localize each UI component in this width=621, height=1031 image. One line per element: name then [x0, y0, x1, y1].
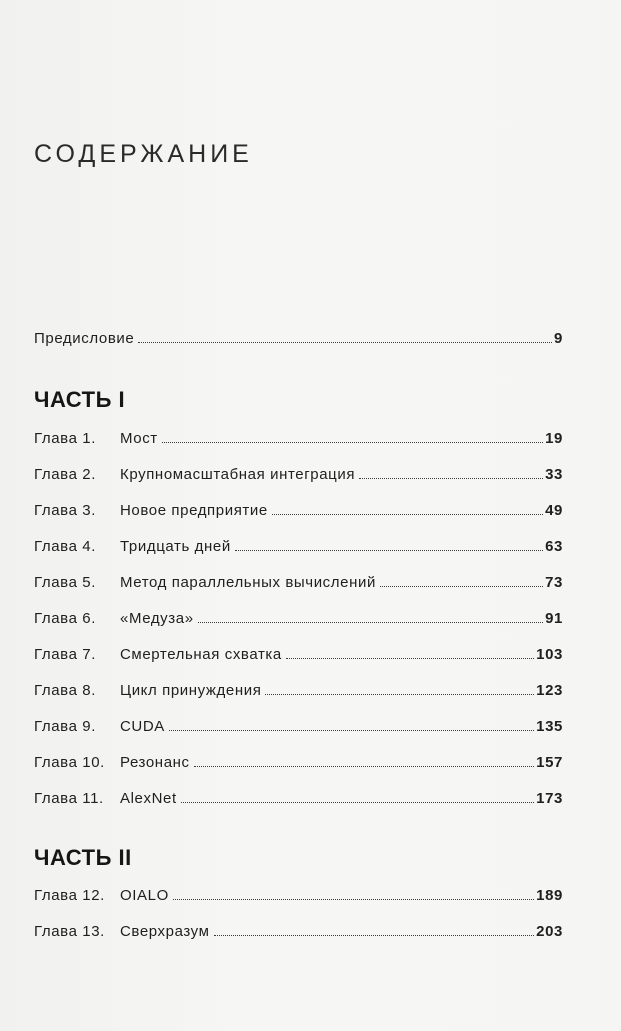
- chapter-title: Цикл принуждения: [120, 682, 262, 699]
- chapter-title: «Медуза»: [120, 610, 194, 627]
- chapter-title: Тридцать дней: [120, 538, 231, 555]
- chapter-number: Глава 12.: [34, 887, 105, 904]
- chapter-title: OIALO: [120, 887, 169, 904]
- chapter-title: Новое предприятие: [120, 502, 268, 519]
- chapter-page: 103: [536, 646, 563, 663]
- chapter-page: 63: [545, 538, 563, 555]
- chapter-page: 173: [536, 790, 563, 807]
- dot-leader: [194, 766, 535, 767]
- chapter-page: 49: [545, 502, 563, 519]
- toc-entry-name: Предисловие: [34, 330, 135, 347]
- dot-leader: [173, 899, 534, 900]
- chapter-number: Глава 10.: [34, 754, 105, 771]
- chapter-page: 157: [536, 754, 563, 771]
- toc-entry-chapter: [34, 535, 563, 555]
- dot-leader: [286, 658, 534, 659]
- page-title: СОДЕРЖАНИЕ: [34, 140, 253, 168]
- chapter-title: Крупномасштабная интеграция: [120, 466, 356, 483]
- toc-entry-chapter: [34, 607, 563, 627]
- toc-entry-chapter: [34, 643, 563, 663]
- chapter-page: 203: [536, 923, 563, 940]
- dot-leader: [214, 935, 535, 936]
- chapter-title: Смертельная схватка: [120, 646, 282, 663]
- chapter-page: 33: [545, 466, 563, 483]
- chapter-number: Глава 6.: [34, 610, 96, 627]
- dot-leader: [138, 342, 552, 343]
- chapter-page: 123: [536, 682, 563, 699]
- chapter-number: Глава 5.: [34, 574, 96, 591]
- toc-entry-chapter: [34, 715, 563, 735]
- chapter-title: AlexNet: [120, 790, 177, 807]
- dot-leader: [380, 586, 543, 587]
- chapter-number: Глава 11.: [34, 790, 104, 807]
- dot-leader: [235, 550, 543, 551]
- dot-leader: [162, 442, 543, 443]
- toc-entry-page: 9: [554, 330, 563, 347]
- chapter-page: 73: [545, 574, 563, 591]
- dot-leader: [169, 730, 534, 731]
- chapter-number: Глава 8.: [34, 682, 96, 699]
- chapter-page: 135: [536, 718, 563, 735]
- toc-entry-chapter: [34, 499, 563, 519]
- chapter-number: Глава 2.: [34, 466, 96, 483]
- chapter-page: 19: [545, 430, 563, 447]
- chapter-title: Метод параллельных вычислений: [120, 574, 376, 591]
- toc-entry-preface: [34, 327, 563, 347]
- chapter-number: Глава 9.: [34, 718, 96, 735]
- chapter-title: Сверхразум: [120, 923, 210, 940]
- dot-leader: [198, 622, 543, 623]
- toc-entry-chapter: [34, 751, 563, 771]
- part-heading: ЧАСТЬ II: [34, 845, 132, 870]
- toc-entry-chapter: [34, 427, 563, 447]
- toc-entry-chapter: [34, 884, 563, 904]
- chapter-number: Глава 7.: [34, 646, 96, 663]
- toc-entry-chapter: [34, 679, 563, 699]
- chapter-number: Глава 1.: [34, 430, 96, 447]
- dot-leader: [359, 478, 543, 479]
- toc-entry-chapter: [34, 571, 563, 591]
- toc-entry-chapter: [34, 463, 563, 483]
- dot-leader: [181, 802, 534, 803]
- dot-leader: [265, 694, 534, 695]
- dot-leader: [272, 514, 543, 515]
- chapter-number: Глава 3.: [34, 502, 96, 519]
- toc-entry-chapter: [34, 920, 563, 940]
- chapter-number: Глава 4.: [34, 538, 96, 555]
- part-heading: ЧАСТЬ I: [34, 387, 126, 412]
- chapter-title: Резонанс: [120, 754, 190, 771]
- chapter-number: Глава 13.: [34, 923, 105, 940]
- chapter-title: Мост: [120, 430, 158, 447]
- chapter-title: CUDA: [120, 718, 165, 735]
- chapter-page: 91: [545, 610, 563, 627]
- chapter-page: 189: [536, 887, 563, 904]
- toc-entry-chapter: [34, 787, 563, 807]
